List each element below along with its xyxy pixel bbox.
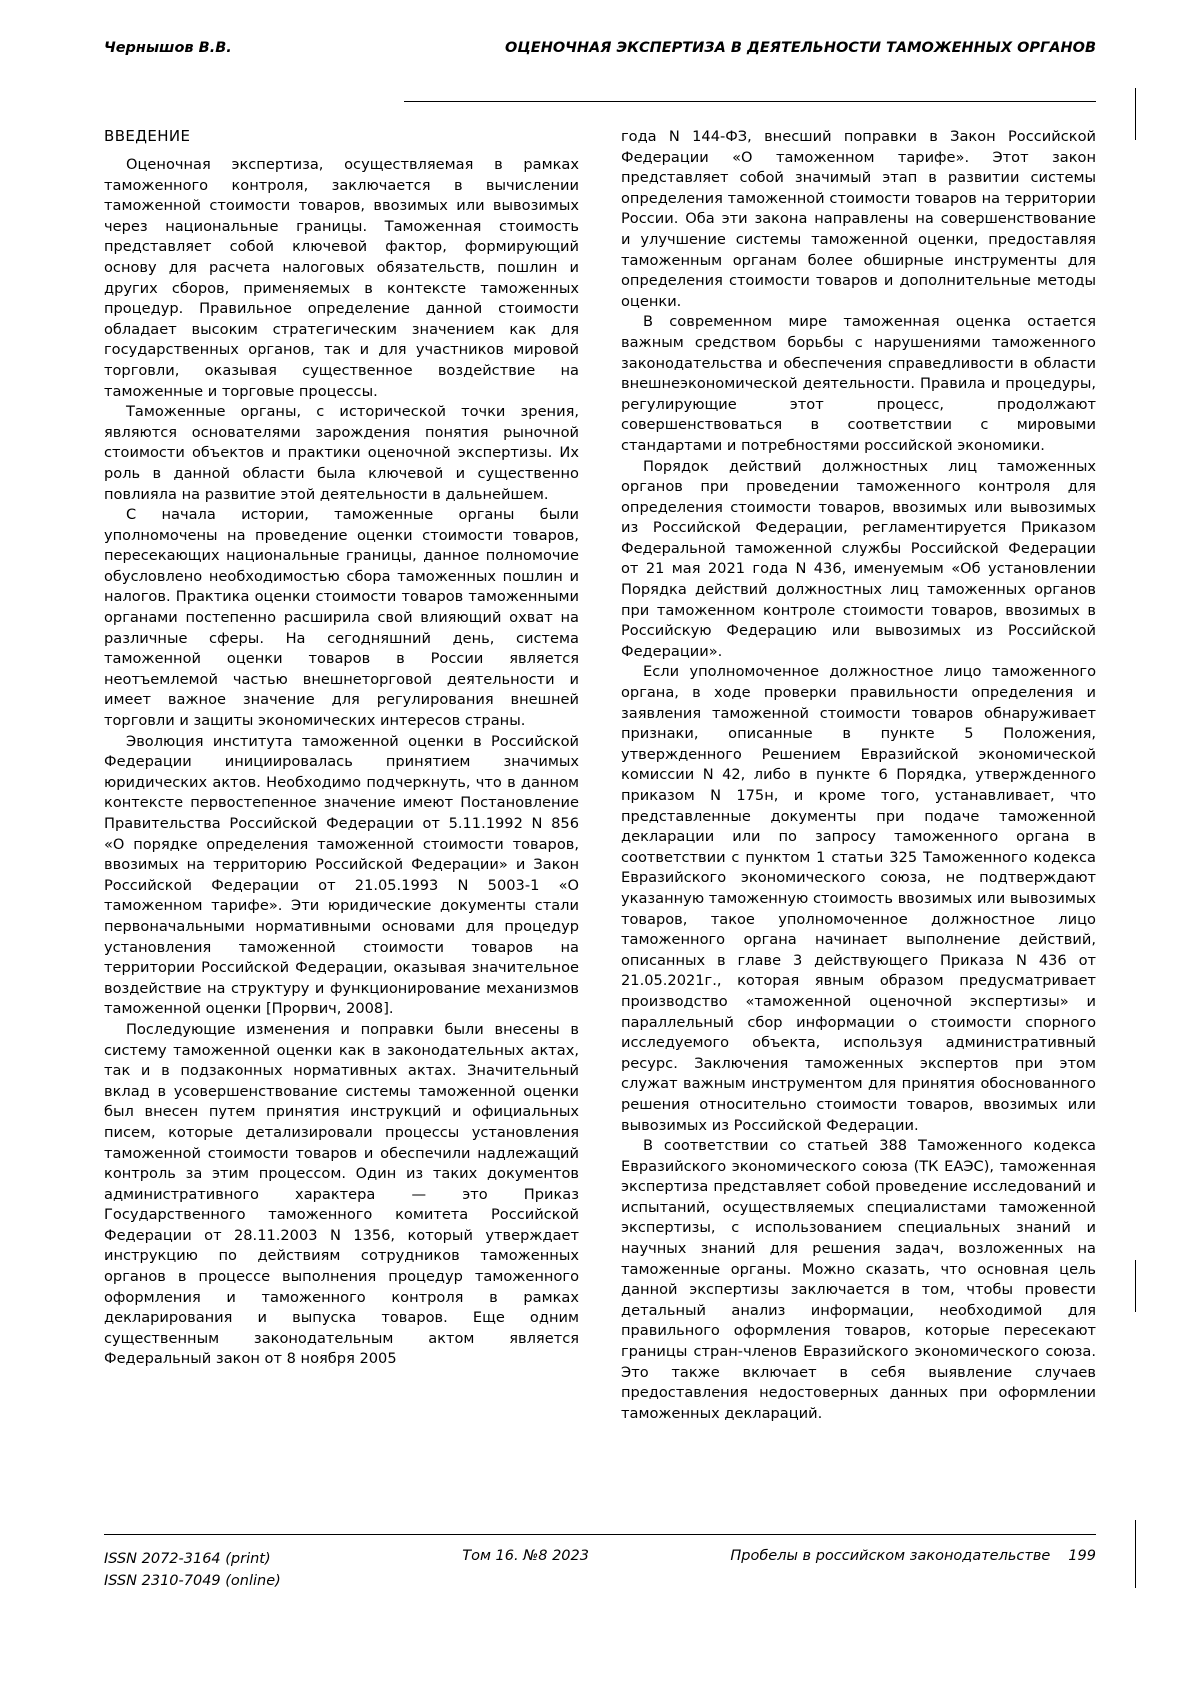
page-edge-mark-bottom bbox=[1135, 1520, 1136, 1588]
paragraph: Оценочная экспертиза, осуществляемая в рамках таможенного контроля, заключается в вычислении таможенной стоимости товаров, ввозимых или вывозимых через национальные границы. Таможенная стоимость представляет собой ключевой фактор, формирующий основу для расчета налоговых обязательств, пошлин и других сборов, применяемых в контексте таможенных процедур. Правильное определение данной стоимости обладает высоким стратегическим значением как для государственных органов, так и для участников мировой торговли, оказывая существенное воздействие на таможенные и торговые процессы. bbox=[104, 156, 579, 400]
footer-divider bbox=[104, 1534, 1096, 1535]
page-header bbox=[104, 40, 1096, 56]
paragraph: Последующие изменения и поправки были внесены в систему таможенной оценки как в законодательных актах, так и в подзаконных нормативных актах. Значительный вклад в усовершенствование системы таможенной оценки был внесен путем принятия инструкций и официальных писем, которые детализировали процессы установления таможенной стоимости товаров и обеспечили надлежащий контроль за этим процессом. Один из таких документов административного характера — это Приказ Государственного таможенного комитета Российской Федерации от 28.11.2003 N 1356, который утверждает инструкцию по действиям сотрудников таможенных органов в процессе выполнения процедур таможенного оформления и таможенного контроля в рамках декларирования и выпуска товаров. Еще одним существенным законодательным актом является Федеральный закон от 8 ноября 2005 bbox=[104, 1020, 579, 1368]
page-edge-mark-top bbox=[1135, 88, 1136, 140]
paragraph: Если уполномоченное должностное лицо таможенного органа, в ходе проверки правильности определения и заявления таможенной стоимости товаров обнаруживает признаки, описанные в пункте 5 Положения, утвержденного Решением Евразийской экономической комиссии N 42, либо в пункте 6 Порядка, утвержденного приказом N 175н, и кроме того, устанавливает, что представленные документы при подаче таможенной декларации или по запросу таможенного органа в соответствии с пунктом 1 статьи 325 Таможенного кодекса Евразийского экономического союза, не подтверждают указанную таможенную стоимость ввозимых или вывозимых товаров, такое уполномоченное должностное лицо таможенного органа начинает выполнение действий, описанных в главе 3 действующего Приказа N 436 от 21.05.2021г., которая явным образом предусматривает производство «таможенной оценочной экспертизы» и параллельный сбор информации о стоимости спорного исследуемого объекта, используя административный ресурс. Заключения таможенных экспертов при этом служат важным инструментом для принятия обоснованного решения относительно стоимости товаров, ввозимых или вывозимых из Российской Федерации. bbox=[621, 663, 1096, 1134]
issn-print: ISSN 2072-3164 (print) bbox=[104, 1551, 271, 1567]
issn-block bbox=[104, 1548, 281, 1592]
header-divider bbox=[404, 101, 1096, 102]
column-left bbox=[104, 127, 579, 1467]
section-heading-introduction: ВВЕДЕНИЕ bbox=[104, 127, 191, 145]
paragraph: В современном мире таможенная оценка остается важным средством борьбы с нарушениями таможенного законодательства и обеспечения справедливости в области внешнеэкономической деятельности. Правила и процедуры, регулирующие этот процесс, продолжают совершенствоваться в соответствии с мировыми стандартами и потребностями российской экономики. bbox=[621, 313, 1096, 454]
header-article-title: ОЦЕНОЧНАЯ ЭКСПЕРТИЗА В ДЕЯТЕЛЬНОСТИ ТАМОЖЕННЫХ ОРГАНОВ bbox=[505, 40, 1096, 56]
volume-issue: Том 16. №8 2023 bbox=[462, 1548, 589, 1564]
journal-and-page bbox=[730, 1548, 1096, 1564]
journal-title: Пробелы в российском законодательстве bbox=[730, 1548, 1051, 1564]
paragraph: С начала истории, таможенные органы были уполномочены на проведение оценки стоимости товаров, пересекающих национальные границы, данное полномочие обусловлено необходимостью сбора таможенных пошлин и налогов. Практика оценки стоимости товаров таможенными органами постепенно расширила свой влияющий охват на различные сферы. На сегодняшний день, система таможенной оценки товаров в России является неотъемлемой частью внешнеторговой деятельности и имеет важное значение для регулирования внешней торговли и защиты экономических интересов страны. bbox=[104, 506, 579, 730]
paragraph: В соответствии со статьей 388 Таможенного кодекса Евразийского экономического союза (ТК ЕАЭС), таможенная экспертиза представляет собой проведение исследований и испытаний, осуществляемых специалистами таможенной экспертизы, с использованием специальных знаний и научных знаний для решения задач, возложенных на таможенные органы. Можно сказать, что основная цель данной экспертизы заключается в том, чтобы провести детальный анализ информации, необходимой для правильного оформления товаров, которые пересекают границы стран-членов Евразийского экономического союза. Это также включает в себя выявление случаев предоставления недостоверных данных при оформлении таможенных деклараций. bbox=[621, 1137, 1096, 1422]
paragraph: Порядок действий должностных лиц таможенных органов при проведении таможенного контроля для определения стоимости товаров, ввозимых или вывозимых из Российской Федерации, регламентируется Приказом Федеральной таможенной службы Российской Федерации от 21 мая 2021 года N 436, именуемым «Об установлении Порядка действий должностных лиц таможенных органов при таможенном контроле стоимости товаров, ввозимых в Российскую Федерацию или вывозимых из Российской Федерации». bbox=[621, 457, 1096, 660]
column-right bbox=[621, 127, 1096, 1467]
page-edge-mark-middle bbox=[1135, 1260, 1136, 1312]
paragraph: Таможенные органы, с исторической точки зрения, являются основателями зарождения понятия рыночной стоимости объектов и практики оценочной экспертизы. Их роль в данной области была ключевой и существенно повлияла на развитие этой деятельности в дальнейшем. bbox=[104, 403, 579, 503]
paragraph: года N 144-ФЗ, внесший поправки в Закон Российской Федерации «О таможенном тарифе». Этот закон представляет собой значимый этап в развитии системы определения таможенной стоимости товаров на территории России. Оба эти закона направлены на совершенствование и улучшение системы таможенной оценки, предоставляя таможенным органам более обширные инструменты для определения стоимости товаров и дополнительные методы оценки. bbox=[621, 128, 1096, 310]
issn-online: ISSN 2310-7049 (online) bbox=[104, 1573, 281, 1589]
page-footer bbox=[104, 1548, 1096, 1592]
article-body bbox=[104, 127, 1096, 1467]
page-number: 199 bbox=[1068, 1548, 1096, 1564]
header-author: Чернышов В.В. bbox=[104, 40, 232, 56]
paragraph: Эволюция института таможенной оценки в Российской Федерации инициировалась принятием значимых юридических актов. Необходимо подчеркнуть, что в данном контексте первостепенное значение имеют Постановление Правительства Российской Федерации от 5.11.1992 N 856 «О порядке определения таможенной стоимости товаров, ввозимых на территорию Российской Федерации» и Закон Российской Федерации от 21.05.1993 N 5003-1 «О таможенном тарифе». Эти юридические документы стали первоначальными нормативными основами для процедур установления таможенной стоимости товаров на территории Российской Федерации, оказывая значительное воздействие на структуру и функционирование механизмов таможенной оценки [Прорвич, 2008]. bbox=[104, 732, 579, 1018]
